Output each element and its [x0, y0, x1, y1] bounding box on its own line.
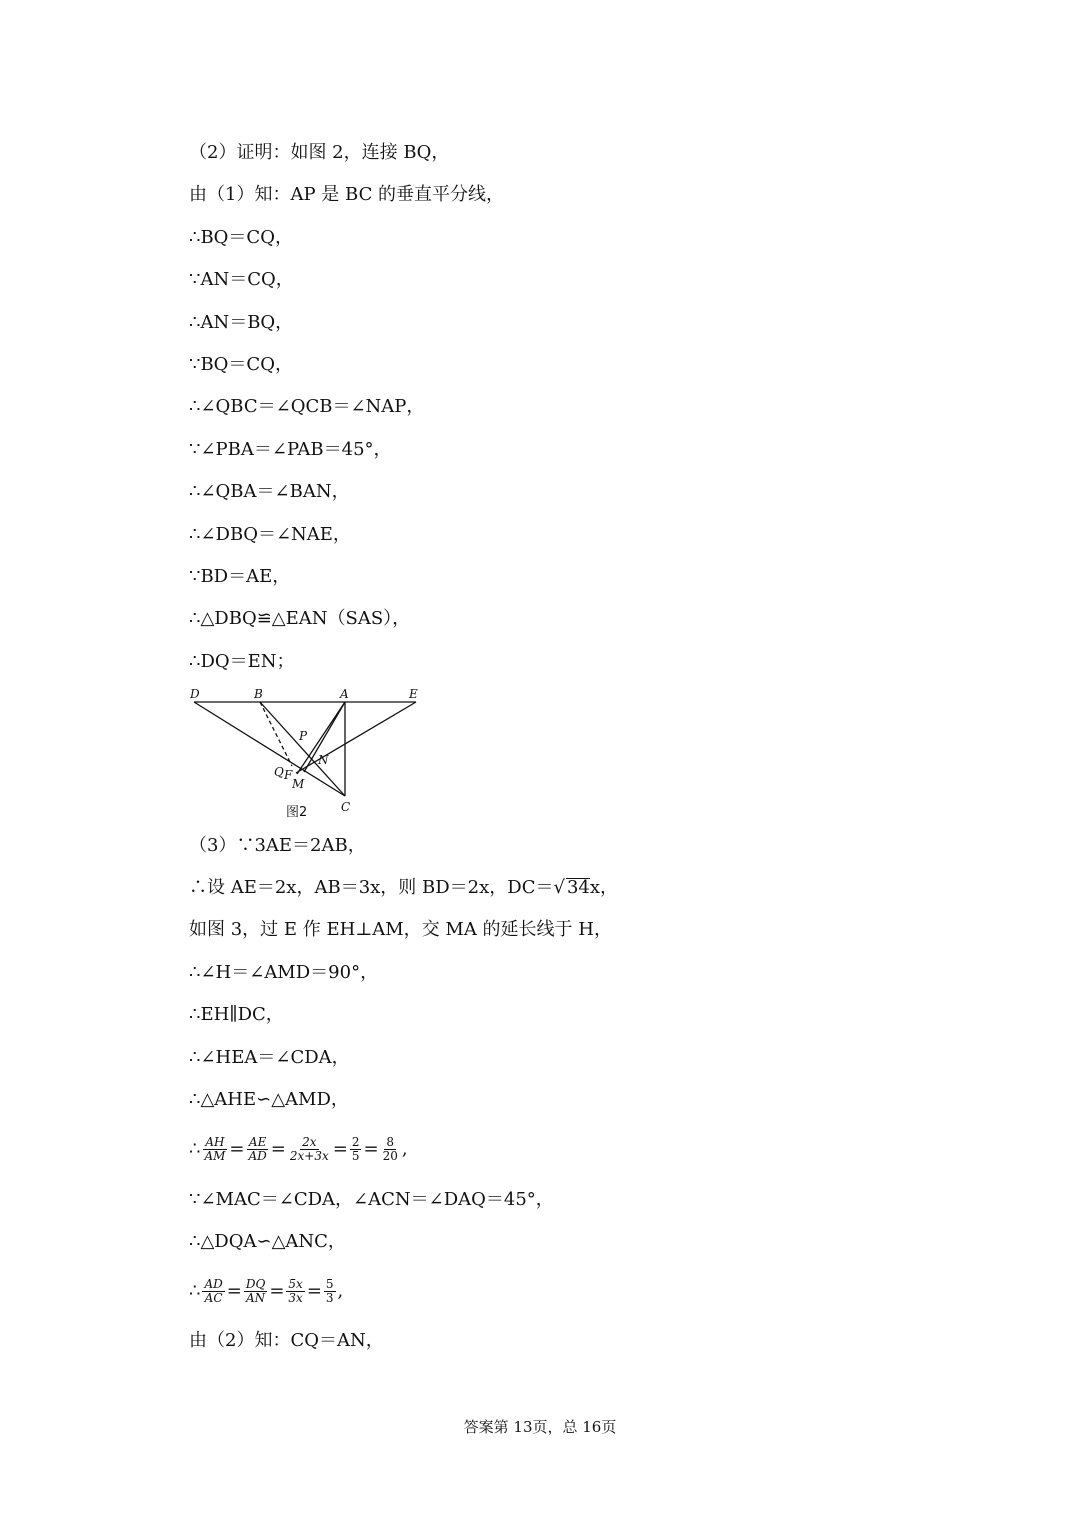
line-DC	[194, 702, 345, 796]
equals-sign: =	[332, 1138, 348, 1160]
geometry-figure-2	[188, 682, 424, 824]
text-line: ∴△AHE∽△AMD，	[189, 1089, 349, 1110]
text-line: ∴∠H＝∠AMD＝90°，	[189, 962, 379, 983]
numerator: 8	[386, 1135, 395, 1149]
denominator: AM	[204, 1149, 226, 1163]
text-line: ∴△DQA∽△ANC，	[189, 1231, 346, 1252]
text-line: ∴BQ＝CQ，	[189, 227, 293, 248]
text-line: ∵BQ＝CQ，	[189, 354, 293, 375]
numerator: 5	[325, 1277, 334, 1291]
fraction	[286, 1278, 304, 1305]
label-F: F	[284, 768, 293, 782]
label-M: M	[292, 777, 305, 791]
text-line: ∵AN＝CQ，	[189, 269, 294, 290]
text-line: 由（1）知：AP 是 BC 的垂直平分线，	[189, 184, 505, 205]
text-line: 由（2）知：CQ＝AN，	[189, 1330, 384, 1351]
label-B: B	[254, 687, 263, 701]
fraction	[381, 1136, 400, 1163]
label-E: E	[409, 687, 418, 701]
equals-sign: =	[363, 1138, 379, 1160]
numerator: 5x	[288, 1277, 303, 1291]
text-segment: ∴设 AE＝2x，AB＝3x，则 BD＝2x，DC＝	[189, 877, 554, 898]
figure-svg	[188, 682, 424, 824]
text-line: ∴EH∥DC，	[189, 1004, 284, 1025]
radicand: 34	[566, 877, 590, 898]
label-N: N	[318, 753, 329, 767]
text-line: ∴∠DBQ＝∠NAE，	[189, 524, 351, 545]
equation-line-1	[189, 1136, 408, 1163]
text-line: ∴DQ＝EN；	[189, 651, 295, 672]
denominator: AC	[204, 1291, 223, 1305]
denominator: 3	[325, 1291, 334, 1305]
text-line: （2）证明：如图 2，连接 BQ，	[189, 142, 450, 163]
equals-sign: =	[229, 1138, 245, 1160]
text-line: ∴AN＝BQ，	[189, 312, 294, 333]
therefore-symbol: ∴	[189, 1138, 201, 1160]
fraction	[288, 1136, 331, 1163]
denominator: 5	[351, 1149, 360, 1163]
fraction	[202, 1136, 227, 1163]
fraction	[350, 1136, 362, 1163]
denominator: 3x	[288, 1291, 303, 1305]
fraction	[244, 1278, 267, 1305]
comma: ,	[337, 1280, 344, 1302]
text-line: （3）∵3AE＝2AB，	[189, 835, 366, 856]
text-line: ∴∠QBA＝∠BAN，	[189, 481, 350, 502]
fraction	[324, 1278, 336, 1305]
comma: ,	[401, 1138, 408, 1160]
text-line: ∴△DBQ≌△EAN（SAS），	[189, 608, 411, 629]
label-C: C	[341, 800, 351, 814]
page-footer: 答案第 13页，总 16页	[463, 1418, 617, 1436]
numerator: AD	[204, 1277, 223, 1291]
text-line: ∵BD＝AE，	[189, 566, 291, 587]
fraction	[202, 1278, 224, 1305]
equals-sign: =	[269, 1280, 285, 1302]
text-line: ∵∠MAC＝∠CDA，∠ACN＝∠DAQ＝45°，	[189, 1189, 554, 1210]
label-D: D	[190, 687, 200, 701]
therefore-symbol: ∴	[189, 1280, 201, 1302]
label-P: P	[299, 729, 308, 743]
denominator: AN	[245, 1291, 266, 1305]
text-line: ∵∠PBA＝∠PAB＝45°，	[189, 439, 392, 460]
numerator: AH	[205, 1135, 225, 1149]
text-line: ∴∠QBC＝∠QCB＝∠NAP，	[189, 396, 425, 417]
numerator: 2x	[302, 1135, 317, 1149]
numerator: DQ	[245, 1277, 266, 1291]
equals-sign: =	[226, 1280, 242, 1302]
text-line: ∴设 AE＝2x，AB＝3x，则 BD＝2x，DC＝√ 34x，	[189, 877, 619, 898]
fraction	[247, 1136, 269, 1163]
denominator: 2x+3x	[289, 1149, 329, 1163]
numerator: 2	[351, 1135, 360, 1149]
text-segment: x，	[589, 877, 619, 898]
text-line: 如图 3，过 E 作 EH⊥AM，交 MA 的延长线于 H，	[189, 919, 612, 940]
text-line: ∴∠HEA＝∠CDA，	[189, 1047, 350, 1068]
equals-sign: =	[306, 1280, 322, 1302]
label-Q: Q	[274, 765, 284, 779]
equals-sign: =	[270, 1138, 286, 1160]
label-A: A	[340, 687, 349, 701]
numerator: AE	[248, 1135, 267, 1149]
line-BQ-dashed	[260, 702, 292, 766]
figure-caption: 图2	[286, 805, 308, 820]
denominator: AD	[248, 1149, 267, 1163]
denominator: 20	[382, 1149, 398, 1163]
equation-line-2	[189, 1278, 343, 1305]
